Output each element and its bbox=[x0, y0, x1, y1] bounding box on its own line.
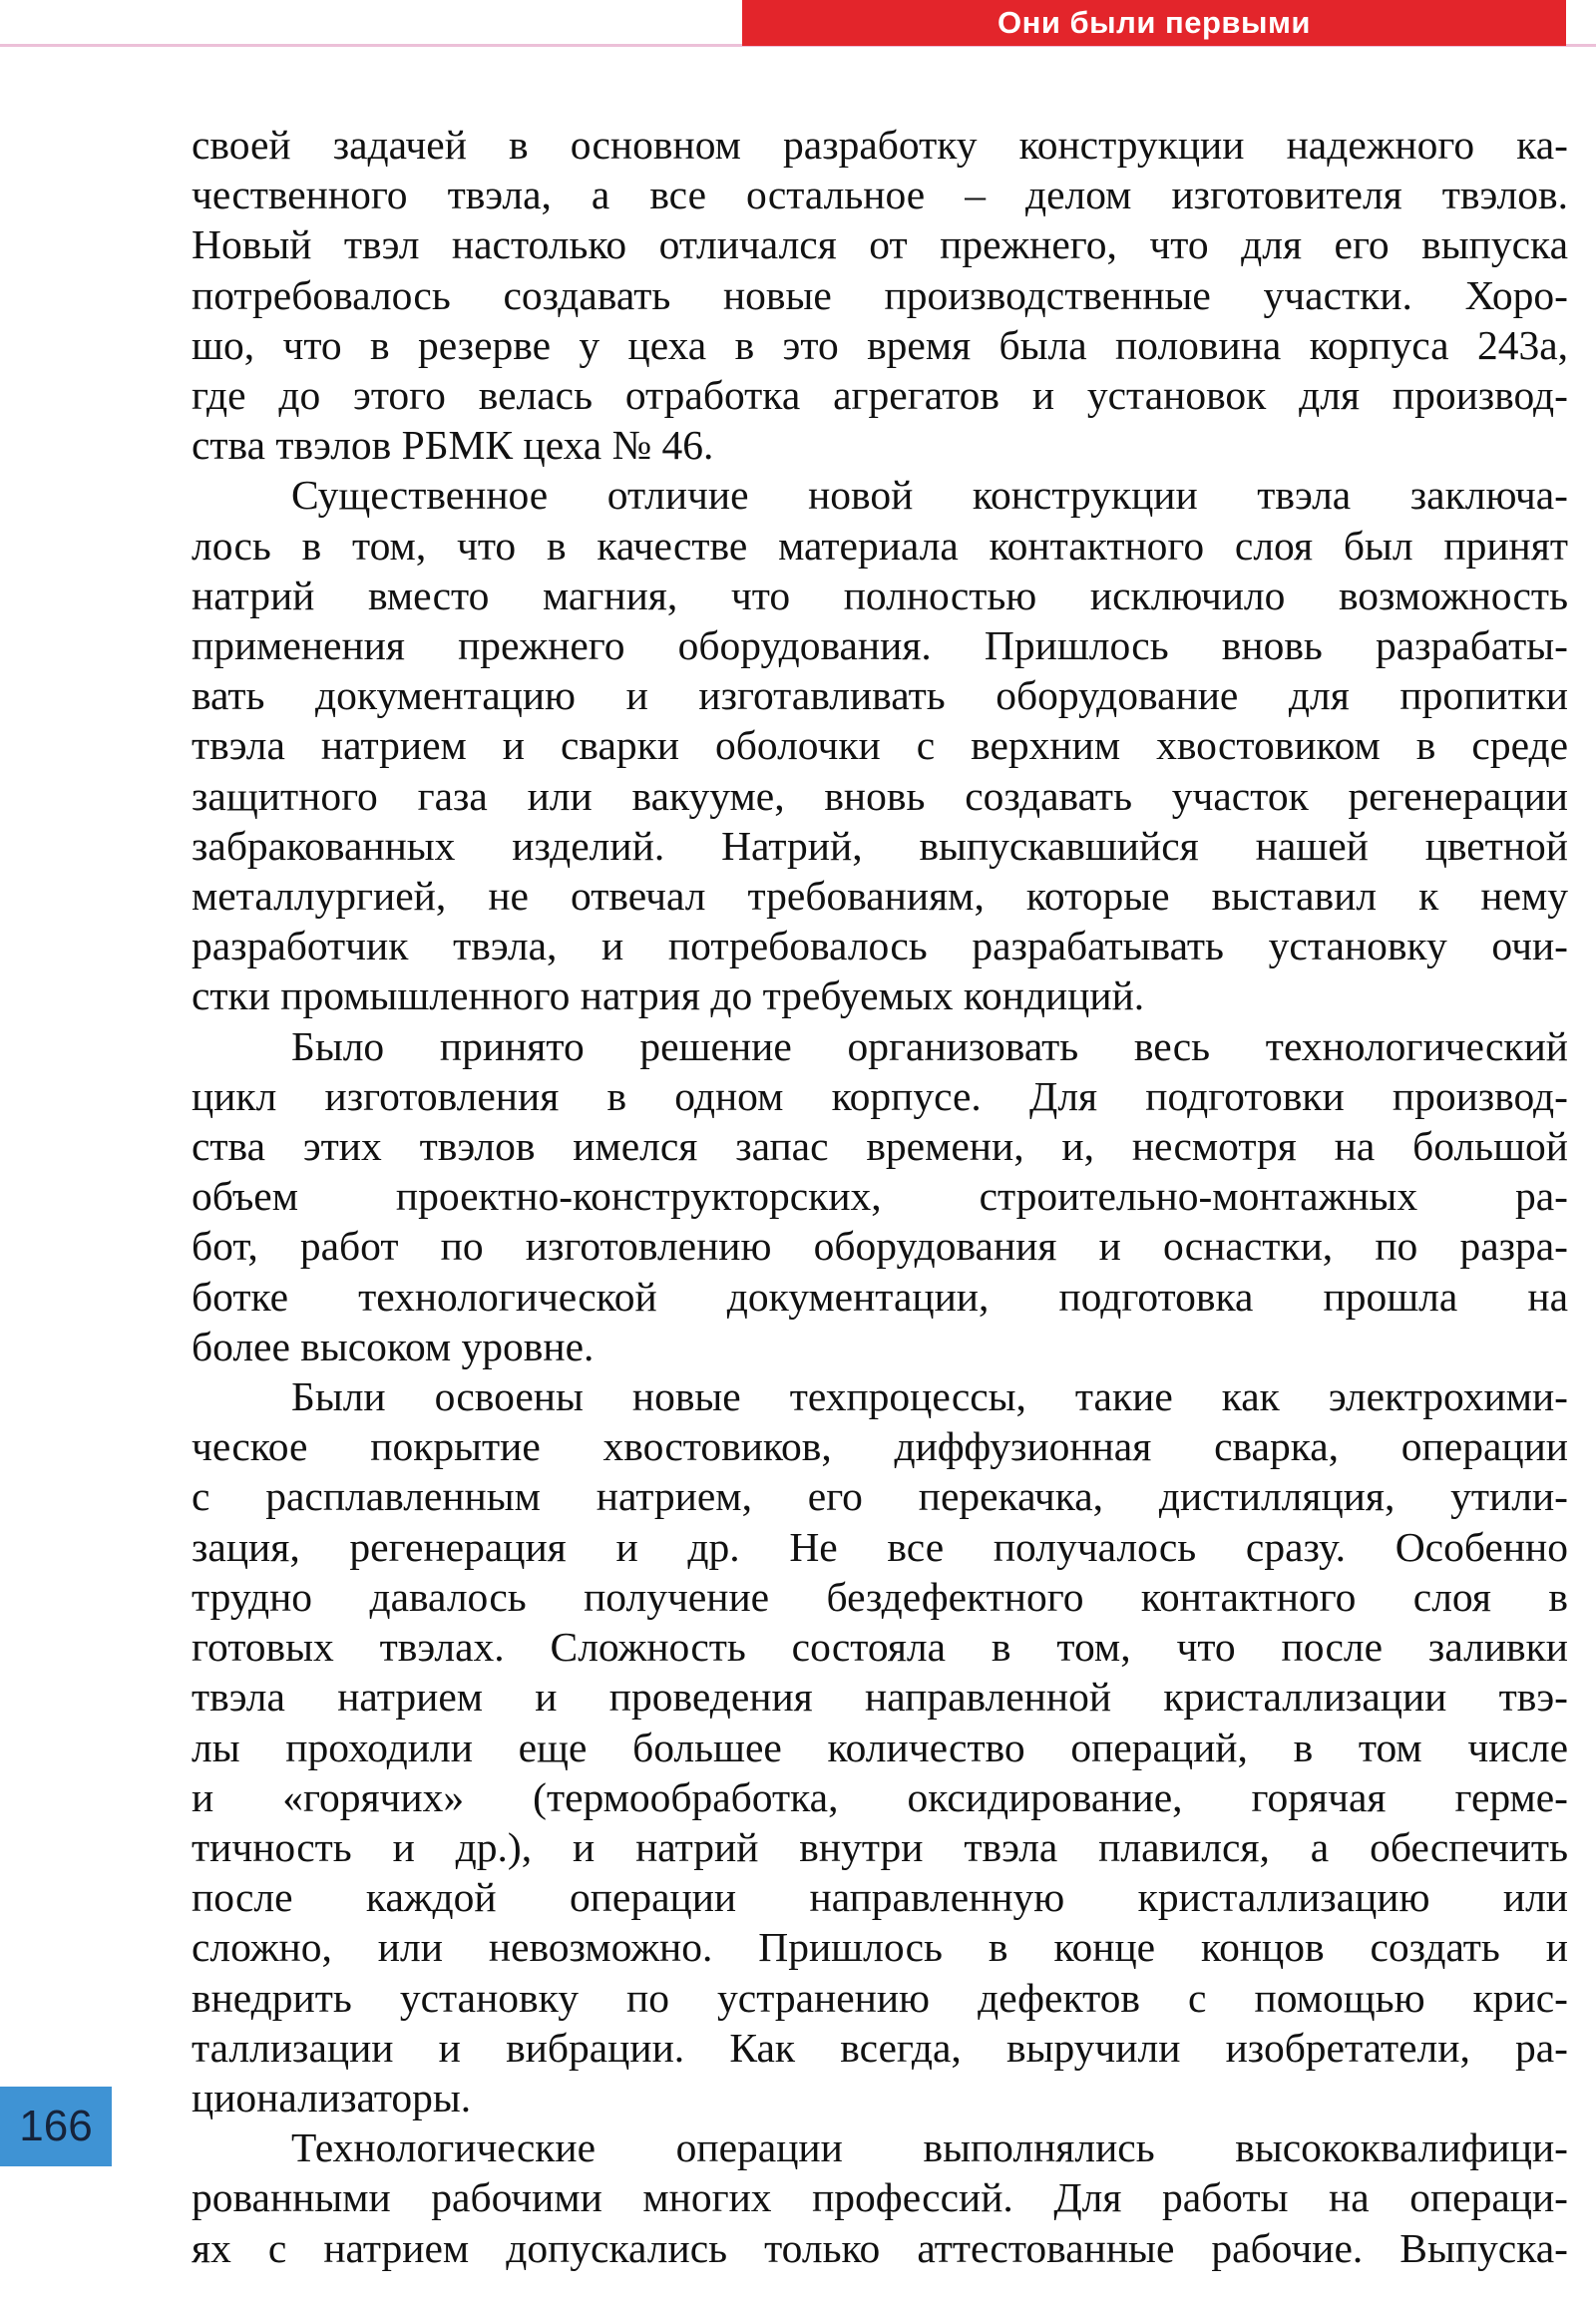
text-line: Были освоены новые техпроцессы, такие как электрохими- bbox=[291, 1373, 1568, 1420]
text-line: стки промышленного натрия до требуемых кондиций. bbox=[192, 972, 1145, 1019]
text-line: Было принято решение организовать весь технологический bbox=[291, 1022, 1568, 1069]
text-line: ботке технологической документации, подготовка прошла на bbox=[192, 1273, 1568, 1320]
text-line: зация, регенерация и др. Не все получалось сразу. Особенно bbox=[192, 1523, 1568, 1570]
paragraph-2 bbox=[192, 470, 1568, 1020]
text-line: тичность и др.), и натрий внутри твэла плавился, а обеспечить bbox=[192, 1823, 1568, 1870]
text-line: забракованных изделий. Натрий, выпускавшийся нашей цветной bbox=[192, 822, 1568, 869]
text-line: рованными рабочими многих профессий. Для работы на операци- bbox=[192, 2174, 1568, 2221]
text-line: таллизации и вибрации. Как всегда, выручили изобретатели, ра- bbox=[192, 2024, 1568, 2071]
text-line: своей задачей в основном разработку конструкции надежного ка- bbox=[192, 122, 1568, 168]
text-line: цикл изготовления в одном корпусе. Для подготовки производ- bbox=[192, 1072, 1568, 1119]
text-line: готовых твэлах. Сложность состояла в том, что после заливки bbox=[192, 1624, 1568, 1671]
text-line: трудно давалось получение бездефектного контактного слоя в bbox=[192, 1573, 1568, 1620]
paragraph-4 bbox=[192, 1371, 1568, 2122]
paragraph-1 bbox=[192, 120, 1568, 470]
text-line: разработчик твэла, и потребовалось разрабатывать установку очи- bbox=[192, 923, 1568, 969]
paragraph-3 bbox=[192, 1021, 1568, 1371]
text-line: бот, работ по изготовлению оборудования и оснастки, по разра- bbox=[192, 1223, 1568, 1270]
text-line: потребовалось создавать новые производственные участки. Хоро- bbox=[192, 271, 1568, 318]
body-text-column bbox=[192, 120, 1568, 2273]
paragraph-5 bbox=[192, 2122, 1568, 2273]
text-line: вать документацию и изготавливать оборудование для пропитки bbox=[192, 672, 1568, 719]
text-line: и «горячих» (термообработка, оксидирование, горячая герме- bbox=[192, 1773, 1568, 1820]
text-line: с расплавленным натрием, его перекачка, дистилляция, утили- bbox=[192, 1473, 1568, 1520]
page-number: 166 bbox=[19, 2102, 93, 2150]
text-line: ства этих твэлов имелся запас времени, и, несмотря на большой bbox=[192, 1123, 1568, 1170]
text-line: Технологические операции выполнялись высококвалифици- bbox=[291, 2124, 1568, 2171]
text-line: Существенное отличие новой конструкции твэла заключа- bbox=[291, 472, 1568, 519]
text-line: сложно, или невозможно. Пришлось в конце концов создать и bbox=[192, 1924, 1568, 1971]
text-line: твэла натрием и сварки оболочки с верхним хвостовиком в среде bbox=[192, 722, 1568, 769]
text-line: внедрить установку по устранению дефектов с помощью крис- bbox=[192, 1974, 1568, 2021]
page-number-badge bbox=[0, 2087, 112, 2166]
text-line: защитного газа или вакууме, вновь создавать участок регенерации bbox=[192, 772, 1568, 819]
text-line: ства твэлов РБМК цеха № 46. bbox=[192, 422, 714, 469]
text-line: применения прежнего оборудования. Пришлось вновь разрабаты- bbox=[192, 622, 1568, 669]
text-line: твэла натрием и проведения направленной кристаллизации твэ- bbox=[192, 1674, 1568, 1721]
text-line: объем проектно-конструкторских, строительно-монтажных ра- bbox=[192, 1173, 1568, 1220]
text-line: натрий вместо магния, что полностью исключило возможность bbox=[192, 572, 1568, 618]
text-line: ях с натрием допускались только аттестованные рабочие. Выпуска- bbox=[192, 2224, 1568, 2271]
text-line: более высоком уровне. bbox=[192, 1323, 595, 1369]
text-line: чественного твэла, а все остальное – делом изготовителя твэлов. bbox=[192, 172, 1568, 218]
section-title: Они были первыми bbox=[998, 5, 1311, 40]
text-line: металлургией, не отвечал требованиям, которые выставил к нему bbox=[192, 873, 1568, 920]
text-line: где до этого велась отработка агрегатов и установок для производ- bbox=[192, 372, 1568, 419]
section-header-bar bbox=[742, 0, 1566, 46]
text-line: ционализаторы. bbox=[192, 2074, 472, 2120]
text-line: ческое покрытие хвостовиков, диффузионная сварка, операции bbox=[192, 1423, 1568, 1470]
text-line: Новый твэл настолько отличался от прежнего, что для его выпуска bbox=[192, 221, 1568, 268]
text-line: после каждой операции направленную кристаллизацию или bbox=[192, 1874, 1568, 1921]
text-line: лы проходили еще большее количество операций, в том числе bbox=[192, 1724, 1568, 1770]
text-line: лось в том, что в качестве материала контактного слоя был принят bbox=[192, 522, 1568, 569]
text-line: шо, что в резерве у цеха в это время была половина корпуса 243а, bbox=[192, 321, 1568, 368]
